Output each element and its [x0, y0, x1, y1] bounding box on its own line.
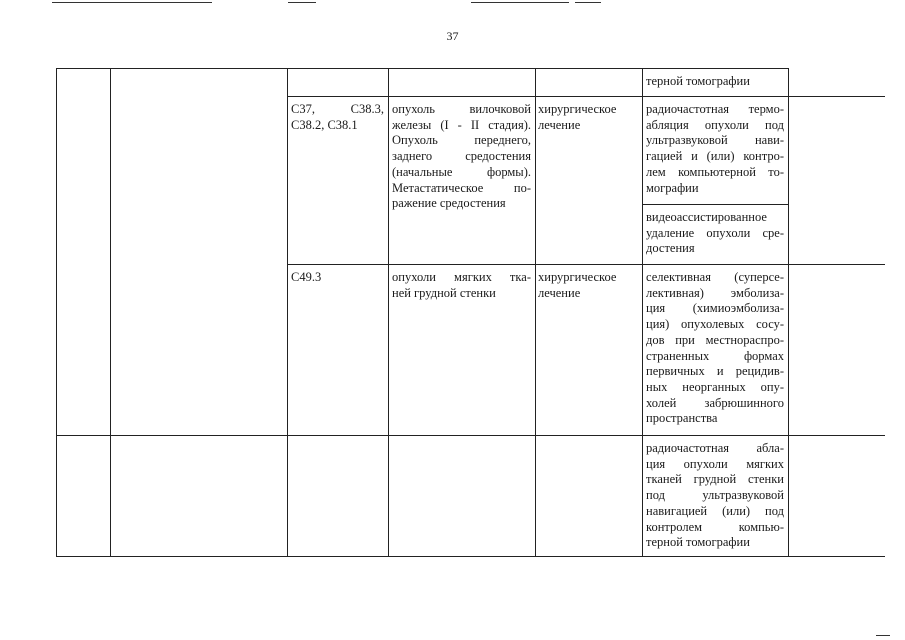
- text-line: лечение: [538, 285, 581, 300]
- scan-artifact-line: [52, 2, 212, 3]
- row-divider: [287, 264, 885, 265]
- text-line: С38.2, С38.1: [291, 117, 358, 132]
- page-number: 37: [446, 29, 459, 43]
- table-border-left: [56, 68, 57, 557]
- method-cell: [646, 441, 784, 551]
- scan-artifact-line: [288, 2, 316, 3]
- method-cell: [646, 102, 784, 196]
- method-cell: [646, 210, 784, 257]
- method-cell: [646, 270, 784, 427]
- text-line: С37, С38.3,: [291, 102, 384, 116]
- table-border-bottom: [56, 556, 885, 557]
- text-line: терной томографии: [646, 74, 750, 88]
- text-line: ция (химиоэмболиза-: [646, 301, 784, 316]
- scan-artifact-line: [876, 635, 890, 636]
- text-line: радиочастотная абла-: [646, 441, 784, 455]
- text-line: пространства: [646, 411, 718, 426]
- text-line: селективная (суперсе-: [646, 270, 784, 284]
- text-line: ных неорганных опу-: [646, 379, 784, 394]
- text-line: навигацией (или) под: [646, 503, 784, 518]
- code-cell: [291, 102, 384, 133]
- code-cell: [291, 270, 384, 286]
- text-line: дов при местнораспро-: [646, 332, 784, 347]
- text-line: лективная) эмболиза-: [646, 285, 784, 300]
- scan-artifact-line: [575, 2, 601, 3]
- text-line: терной томографии: [646, 535, 750, 550]
- text-line: опухоли мягких тка-: [392, 270, 531, 284]
- text-line: ней грудной стенки: [392, 285, 496, 300]
- text-line: (начальные формы).: [392, 164, 531, 179]
- method-cell: [646, 74, 784, 90]
- text-line: ультразвуковой нави-: [646, 133, 784, 148]
- text-line: под ультразвуковой: [646, 488, 784, 503]
- column-divider: [388, 68, 389, 557]
- text-line: гацией и (или) контро-: [646, 149, 784, 164]
- column-divider: [110, 68, 111, 557]
- text-line: заднего средостения: [392, 149, 531, 164]
- text-line: ция) опухолевых сосу-: [646, 317, 784, 332]
- text-line: хирургическое: [538, 102, 617, 116]
- text-line: ражение средостения: [392, 196, 506, 211]
- column-divider: [535, 68, 536, 557]
- column-divider: [287, 68, 288, 557]
- text-line: хирургическое: [538, 270, 617, 284]
- cell-divider: [642, 204, 788, 205]
- scan-artifact-line: [471, 2, 569, 3]
- text-line: страненных формах: [646, 348, 784, 363]
- text-line: ция опухоли мягких: [646, 456, 784, 471]
- diagnosis-cell: [392, 102, 531, 212]
- treatment-cell: [538, 102, 640, 133]
- text-line: достения: [646, 241, 695, 256]
- text-line: лем компьютерной то-: [646, 164, 784, 179]
- text-line: радиочастотная термо-: [646, 102, 784, 116]
- text-line: контролем компью-: [646, 519, 784, 534]
- text-line: железы (I - II стадия).: [392, 117, 531, 132]
- text-line: холей забрюшинного: [646, 395, 784, 410]
- diagnosis-cell: [392, 270, 531, 301]
- text-line: С49.3: [291, 270, 322, 284]
- text-line: лечение: [538, 117, 581, 132]
- text-line: опухоль вилочковой: [392, 102, 531, 116]
- column-divider: [642, 68, 643, 557]
- row-divider: [56, 435, 885, 436]
- text-line: мографии: [646, 180, 699, 195]
- text-line: удаление опухоли сре-: [646, 225, 784, 240]
- treatment-cell: [538, 270, 640, 301]
- text-line: Метастатическое по-: [392, 180, 531, 195]
- text-line: первичных и рецидив-: [646, 364, 784, 379]
- text-line: Опухоль переднего,: [392, 133, 531, 148]
- text-line: видеоассистированное: [646, 210, 767, 224]
- table-border-top: [56, 68, 788, 69]
- row-divider: [287, 96, 885, 97]
- text-line: тканей грудной стенки: [646, 472, 784, 487]
- text-line: абляция опухоли под: [646, 117, 784, 132]
- column-divider: [788, 68, 789, 557]
